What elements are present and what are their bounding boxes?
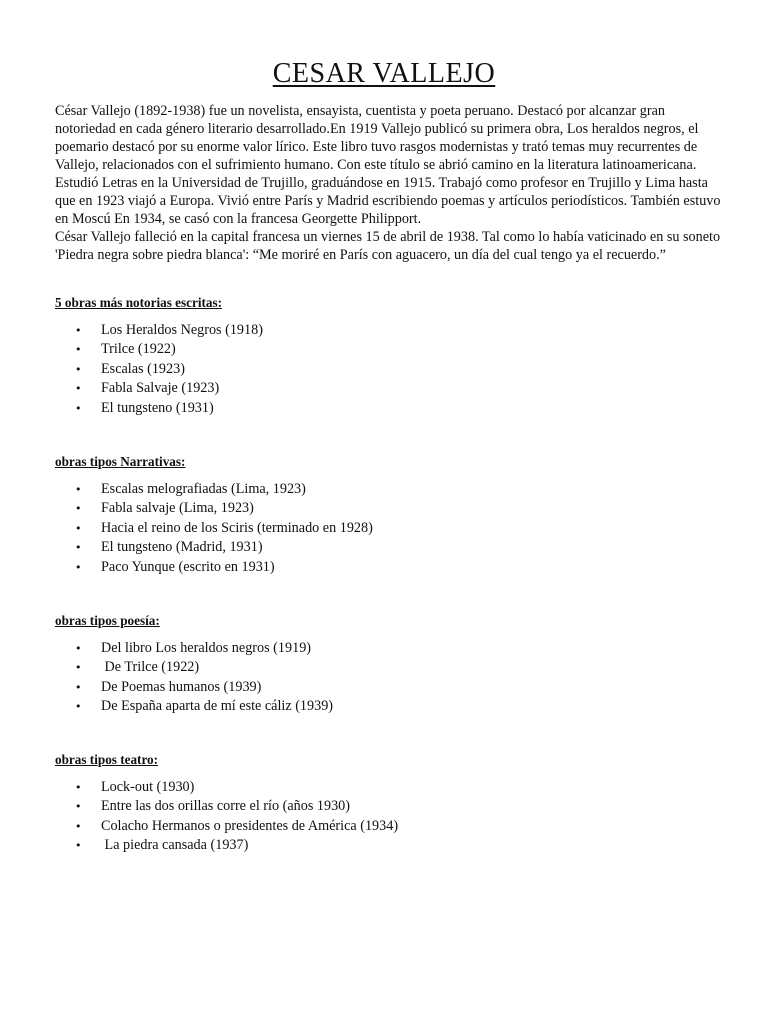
bullet-icon: • bbox=[75, 324, 82, 337]
list-item-text: Escalas melografiadas (Lima, 1923) bbox=[101, 481, 306, 498]
list-item-text: De España aparta de mí este cáliz (1939) bbox=[101, 698, 334, 715]
bullet-icon: • bbox=[75, 800, 82, 814]
list-item bbox=[55, 379, 713, 398]
bullet-icon: • bbox=[75, 541, 82, 555]
list-item-text: Fabla Salvaje (1923) bbox=[101, 380, 220, 397]
list-item-text: De Trilce (1922) bbox=[101, 659, 200, 676]
list-item-text: La piedra cansada (1937) bbox=[101, 836, 249, 853]
bullet-icon: • bbox=[75, 642, 82, 656]
list-item-text: Los Heraldos Negros (1918) bbox=[101, 322, 263, 338]
bullet-icon: • bbox=[75, 838, 82, 852]
list-item-text: Hacia el reino de los Sciris (terminado en 1928) bbox=[101, 519, 373, 536]
list-item bbox=[55, 340, 713, 359]
bullet-icon: • bbox=[75, 382, 82, 396]
bullet-icon: • bbox=[75, 521, 82, 535]
list-item-text: De Poemas humanos (1939) bbox=[101, 678, 262, 695]
list-item bbox=[55, 480, 713, 499]
bullet-icon: • bbox=[75, 401, 82, 415]
bullet-icon: • bbox=[75, 560, 82, 574]
list-item bbox=[55, 399, 713, 418]
bullet-icon: • bbox=[75, 343, 82, 357]
document-title: CESAR VALLEJO bbox=[272, 58, 496, 89]
list-item bbox=[55, 321, 713, 340]
bullet-icon: • bbox=[75, 362, 82, 376]
list-item-text: Trilce (1922) bbox=[101, 341, 176, 358]
death-paragraph: César Vallejo falleció en la capital francesa un viernes 15 de abril de 1938. Tal como lo había vaticinado en su soneto 'Piedra negra sobre piedra blanca': “Me moriré en París con aguacero, un día del cual tengo ya el recuerdo.” bbox=[55, 229, 721, 263]
list-item-text: Fabla salvaje (Lima, 1923) bbox=[101, 500, 254, 517]
list-item-text: El tungsteno (Madrid, 1931) bbox=[101, 539, 263, 556]
section-heading: obras tipos teatro: bbox=[55, 751, 159, 767]
list-item bbox=[55, 697, 713, 716]
list-item-text: Escalas (1923) bbox=[101, 360, 185, 377]
list-item bbox=[55, 658, 713, 677]
list-item bbox=[55, 360, 713, 379]
works-list bbox=[55, 778, 713, 856]
list-item bbox=[55, 836, 713, 855]
section-heading: obras tipos Narrativas: bbox=[55, 454, 186, 470]
list-item-text: Colacho Hermanos o presidentes de América (1934) bbox=[101, 817, 399, 834]
bullet-icon: • bbox=[75, 502, 82, 516]
list-item bbox=[55, 499, 713, 518]
section-notable-works bbox=[55, 295, 713, 418]
list-item bbox=[55, 639, 713, 658]
list-item-text: Paco Yunque (escrito en 1931) bbox=[101, 558, 275, 575]
list-item bbox=[55, 817, 713, 836]
bullet-icon: • bbox=[75, 780, 82, 794]
bullet-icon: • bbox=[75, 661, 82, 675]
section-heading: 5 obras más notorias escritas: bbox=[55, 295, 223, 310]
bullet-icon: • bbox=[75, 680, 82, 694]
list-item bbox=[55, 558, 713, 577]
works-list bbox=[55, 321, 713, 418]
works-list bbox=[55, 480, 713, 577]
list-item-text: El tungsteno (1931) bbox=[101, 399, 214, 416]
section-heading: obras tipos poesía: bbox=[55, 613, 160, 629]
list-item-text: Lock-out (1930) bbox=[101, 778, 195, 795]
section-narrative-works bbox=[55, 454, 713, 577]
list-item bbox=[55, 797, 713, 816]
list-item bbox=[55, 678, 713, 697]
section-theater-works bbox=[55, 752, 713, 856]
list-item bbox=[55, 519, 713, 538]
list-item-text: Entre las dos orillas corre el río (años 1930) bbox=[101, 798, 350, 815]
bullet-icon: • bbox=[75, 819, 82, 833]
list-item bbox=[55, 778, 713, 797]
bullet-icon: • bbox=[75, 483, 82, 497]
section-poetry-works bbox=[55, 613, 713, 717]
bullet-icon: • bbox=[75, 700, 82, 714]
biography-paragraph: César Vallejo (1892-1938) fue un novelista, ensayista, cuentista y poeta peruano. Destacó por alcanzar gran notoriedad en cada género literario desarrollado.En 1919 Vallejo publicó su primera obra, Los heraldos negros, el poemario destacó por su enorme valor lírico. Este libro tuvo rasgos modernistas y trató temas muy recurrentes de Vallejo, relacionados con el sufrimiento humano. Con este título se abrió camino en la literatura latinoamericana. Estudió Letras en la Universidad de Trujillo, graduándose en 1915. Trabajó como profesor en Trujillo y Lima hasta que en 1923 viajó a Europa. Vivió entre París y Madrid escribiendo poemas y artículos periodísticos. También estuvo en Moscú En 1934, se casó con la francesa Georgette Philipport. bbox=[55, 103, 721, 227]
list-item bbox=[55, 538, 713, 557]
works-list bbox=[55, 639, 713, 717]
list-item-text: Del libro Los heraldos negros (1919) bbox=[101, 640, 312, 657]
